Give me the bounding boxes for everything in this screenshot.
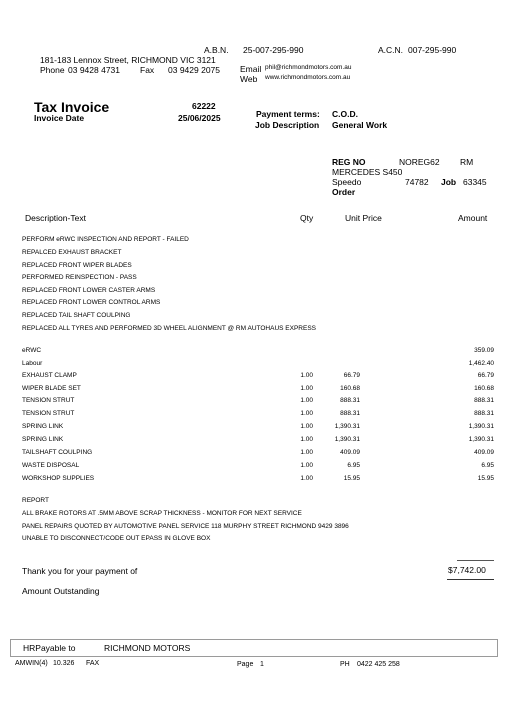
col-description: Description-Text: [25, 213, 86, 223]
item-qty: 1.00: [300, 372, 313, 379]
item-amount: 409.09: [474, 449, 494, 456]
abn-value: 25-007-295-990: [243, 45, 304, 55]
col-amount: Amount: [458, 213, 488, 223]
item-amount: 1,462.40: [468, 360, 494, 367]
reg-value: NOREG62: [399, 157, 440, 167]
vehicle-model: MERCEDES S450: [332, 167, 403, 177]
item-unit-price: 888.31: [340, 410, 360, 417]
thanks-label: Thank you for your payment of: [22, 566, 138, 576]
item-qty: 1.00: [300, 410, 313, 417]
item-description: SPRING LINK: [22, 436, 64, 443]
item-description: Labour: [22, 360, 43, 367]
item-unit-price: 1,390.31: [334, 423, 360, 430]
item-description: WORKSHOP SUPPLIES: [22, 475, 95, 482]
payable-label: HRPayable to: [23, 643, 76, 653]
fax-value: 03 9429 2075: [168, 65, 220, 75]
acn-label: A.C.N.: [378, 45, 404, 55]
footer-ph-label: PH: [340, 661, 350, 668]
item-amount: 888.31: [474, 410, 494, 417]
item-unit-price: 6.95: [347, 462, 360, 469]
amount-outstanding-label: Amount Outstanding: [22, 586, 100, 596]
web-label: Web: [240, 74, 258, 84]
item-qty: 1.00: [300, 385, 313, 392]
job-description-value: General Work: [332, 120, 388, 130]
system-version: 10.326: [53, 660, 75, 667]
payment-underline: [447, 579, 494, 580]
report-line: ALL BRAKE ROTORS AT .5MM ABOVE SCRAP THICKNESS - MONITOR FOR NEXT SERVICE: [22, 510, 302, 517]
payment-terms-value: C.O.D.: [332, 109, 358, 119]
email-value: phil@richmondmotors.com.au: [265, 64, 352, 71]
item-qty: 1.00: [300, 462, 313, 469]
item-unit-price: 888.31: [340, 397, 360, 404]
item-amount: 15.95: [477, 475, 494, 482]
rm-label: RM: [460, 157, 474, 167]
invoice-date-label: Invoice Date: [34, 113, 85, 123]
item-description: TENSION STRUT: [22, 397, 75, 404]
payable-to: RICHMOND MOTORS: [104, 643, 191, 653]
footer-ph-value: 0422 425 258: [357, 661, 400, 668]
job-description-label: Job Description: [255, 120, 320, 130]
work-line: PERFORM eRWC INSPECTION AND REPORT - FAILED: [22, 236, 189, 243]
item-qty: 1.00: [300, 475, 313, 482]
item-qty: 1.00: [300, 397, 313, 404]
item-description: WIPER BLADE SET: [22, 385, 81, 392]
work-line: REPLACED FRONT LOWER CASTER ARMS: [22, 287, 156, 294]
work-line: REPLACED TAIL SHAFT COULPING: [22, 312, 131, 319]
item-qty: 1.00: [300, 449, 313, 456]
payable-box: [10, 639, 498, 657]
item-amount: 160.68: [474, 385, 494, 392]
item-amount: 1,390.31: [468, 423, 494, 430]
item-description: TENSION STRUT: [22, 410, 75, 417]
fax-label: Fax: [140, 65, 155, 75]
job-label: Job: [441, 177, 457, 187]
report-line: PANEL REPAIRS QUOTED BY AUTOMOTIVE PANEL SERVICE 118 MURPHY STREET RICHMOND 9429 3896: [22, 523, 349, 530]
report-heading: REPORT: [22, 497, 49, 504]
work-line: REPLACED FRONT LOWER CONTROL ARMS: [22, 299, 161, 306]
item-unit-price: 1,390.31: [334, 436, 360, 443]
email-label: Email: [240, 64, 262, 74]
phone-label: Phone: [40, 65, 65, 75]
job-value: 63345: [463, 177, 487, 187]
item-description: TAILSHAFT COULPING: [22, 449, 93, 456]
system-code: AMWIN(4): [15, 660, 48, 667]
item-amount: 66.79: [477, 372, 494, 379]
item-amount: 1,390.31: [468, 436, 494, 443]
reg-label: REG NO: [332, 157, 366, 167]
item-description: EXHAUST CLAMP: [22, 372, 77, 379]
col-qty: Qty: [300, 213, 314, 223]
invoice-title: Tax Invoice: [34, 99, 110, 115]
item-unit-price: 409.09: [340, 449, 360, 456]
work-line: REPLACED ALL TYRES AND PERFORMED 3D WHEEL ALIGNMENT @ RM AUTOHAUS EXPRESS: [22, 325, 316, 332]
payment-amount: $7,742.00: [448, 565, 486, 575]
acn-value: 007-295-990: [408, 45, 457, 55]
item-amount: 888.31: [474, 397, 494, 404]
payment-terms-label: Payment terms:: [256, 109, 320, 119]
work-line: REPALCED EXHAUST BRACKET: [22, 249, 122, 256]
item-amount: 6.95: [481, 462, 494, 469]
page-number: 1: [260, 661, 264, 668]
item-unit-price: 15.95: [343, 475, 360, 482]
web-value: www.richmondmotors.com.au: [265, 74, 351, 81]
footer-fax-label: FAX: [86, 660, 100, 667]
report-line: UNABLE TO DISCONNECT/CODE OUT EPASS IN GLOVE BOX: [22, 535, 211, 542]
item-unit-price: 66.79: [343, 372, 360, 379]
work-line: PERFORMED REINSPECTION - PASS: [22, 274, 137, 281]
speedo-value: 74782: [405, 177, 429, 187]
item-qty: 1.00: [300, 423, 313, 430]
speedo-label: Speedo: [332, 177, 362, 187]
item-description: WASTE DISPOSAL: [22, 462, 80, 469]
item-amount: 359.09: [474, 347, 494, 354]
item-description: SPRING LINK: [22, 423, 64, 430]
item-unit-price: 160.68: [340, 385, 360, 392]
invoice-date: 25/06/2025: [178, 113, 221, 123]
work-line: REPLACED FRONT WIPER BLADES: [22, 262, 132, 269]
item-description: eRWC: [22, 347, 42, 354]
phone-value: 03 9428 4731: [68, 65, 120, 75]
invoice-number: 62222: [192, 101, 216, 111]
item-qty: 1.00: [300, 436, 313, 443]
total-rule: [457, 560, 494, 561]
page-label: Page: [237, 661, 254, 668]
abn-label: A.B.N.: [204, 45, 229, 55]
company-address: 181-183 Lennox Street, RICHMOND VIC 3121: [40, 55, 216, 65]
col-unit-price: Unit Price: [345, 213, 382, 223]
order-label: Order: [332, 187, 356, 197]
